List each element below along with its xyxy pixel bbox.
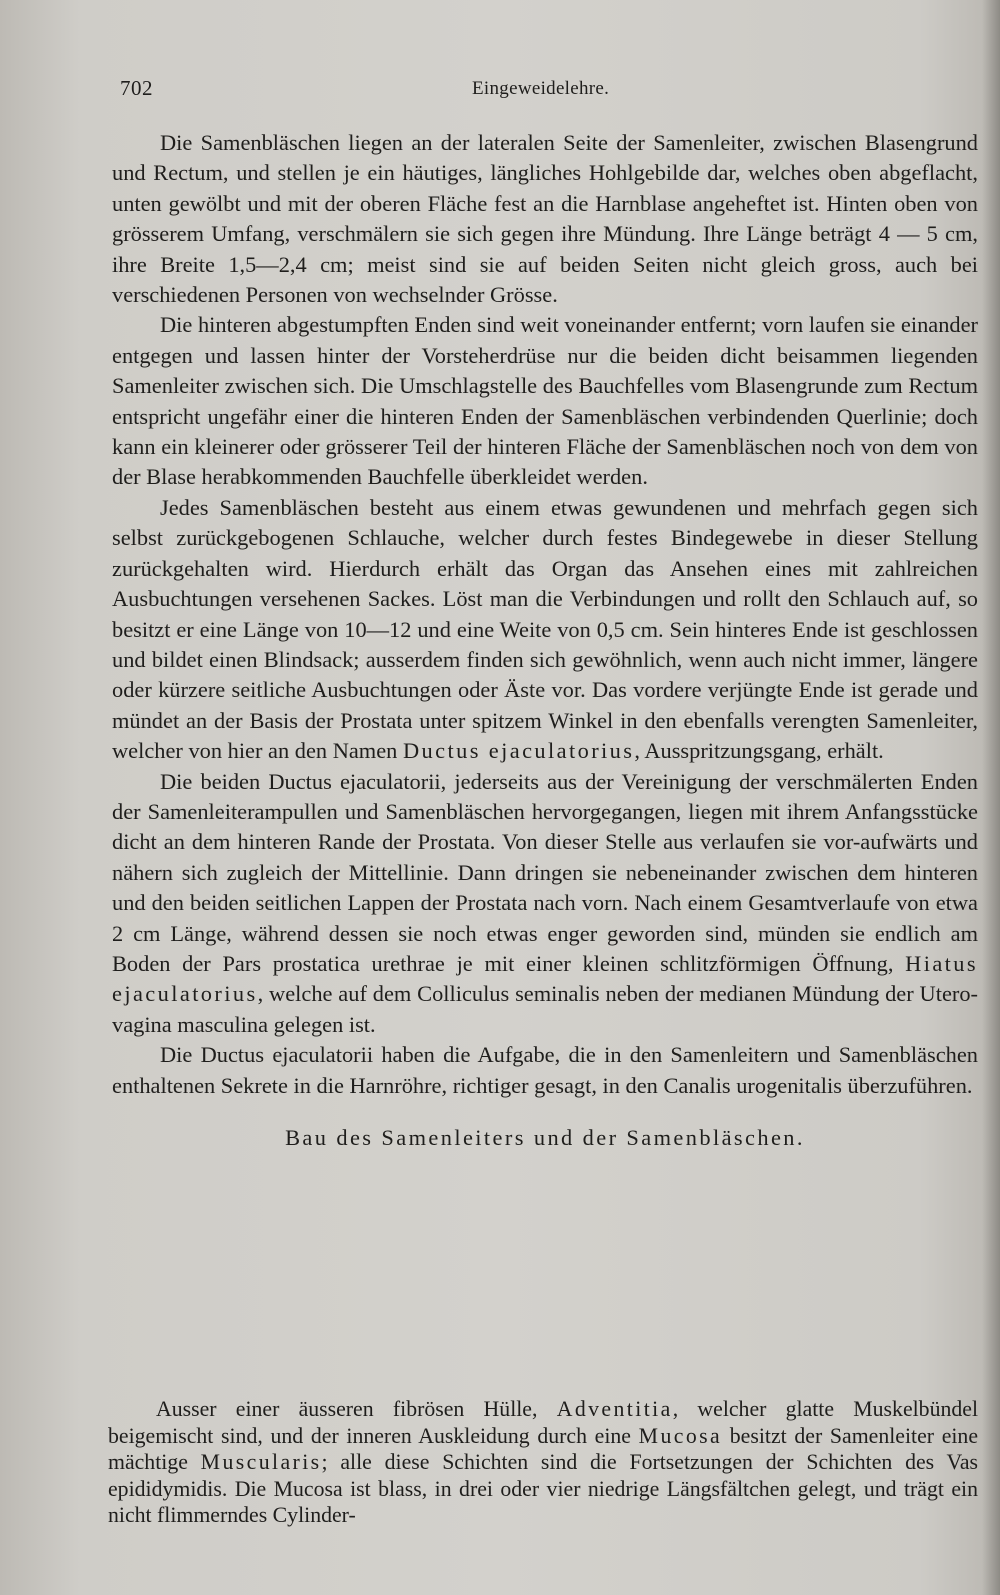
page-edge-shadow: [982, 0, 1000, 1595]
paragraph-wall-layers: [108, 1396, 978, 1529]
text-segment: Ausser einer äusseren fibrösen Hülle,: [156, 1397, 557, 1421]
page-number: 702: [120, 76, 153, 100]
text-segment: besitzt der Samenleiter eine mächtige: [108, 1423, 978, 1474]
paragraph-seminal-vesicles-position: [112, 128, 978, 310]
text-segment: , welcher glatte Muskelbündel beigemischt sind, und der inneren Auskleidung durch eine: [108, 1397, 978, 1448]
term-ductus-ejaculatorius: Ductus ejaculatorius: [402, 738, 635, 764]
paragraph-ductus-ejaculatorii: [112, 767, 978, 1041]
running-title: Eingeweidelehre.: [472, 78, 610, 99]
term-hiatus-ejaculatorius: Hiatus ejaculatorius: [112, 950, 978, 1007]
body-text: [112, 128, 978, 1153]
text-segment: Die Ductus ejaculatorii haben die Aufgabe, die in den Samenleitern und Samenbläschen enthaltenen Sekrete in die Harnröhre, richtiger gesagt, in den Canalis urogenitalis überzuführen.: [112, 1042, 978, 1098]
text-segment: Die beiden Ductus ejaculatorii, jederseits aus der Vereinigung der verschmälerten Enden der Samenleiterampullen und Samenbläschen hervorgegangen, liegen mit ihrem Anfangsstücke dicht an dem hinteren Rande der Prostata. Von dieser Stelle aus verlaufen sie vor-aufwärts und nähern sich zugleich der Mittellinie. Dann dringen sie nebeneinander zwischen dem hinteren und den beiden seitlichen Lappen der Prostata nach vorn. Nach einem Gesamtverlaufe von etwa 2 cm Länge, während dessen sie noch etwas enger geworden sind, münden sie endlich am Boden der Pars prostatica urethrae je mit einer kleinen schlitzförmigen Öffnung,: [112, 768, 978, 976]
text-segment: Die hinteren abgestumpften Enden sind weit voneinander entfernt; vorn laufen sie einander entgegen und lassen hinter der Vorsteherdrüse nur die beiden dicht beisammen liegenden Samenleiter zwischen sich. Die Umschlagstelle des Bauchfelles vom Blasengrunde zum Rectum entspricht ungefähr einer die hinteren Enden der Samenbläschen verbindenden Querlinie; doch kann ein kleinerer oder grösserer Teil der hinteren Fläche der Samenbläschen noch von dem von der Blase herabkommenden Bauchfelle überkleidet werden.: [112, 312, 978, 490]
paragraph-structure: [112, 493, 978, 767]
text-segment: Jedes Samenbläschen besteht aus einem etwas gewundenen und mehrfach gegen sich selbst zurückgebogenen Schlauche, welcher durch festes Bindegewebe in dieser Stellung zurückgehalten wird. Hierdurch erhält das Organ das Ansehen eines mit zahlreichen Ausbuchtungen versehenen Sackes. Löst man die Verbindungen und rollt den Schlauch auf, so besitzt er eine Länge von 10—12 und eine Weite von 0,5 cm. Sein hinteres Ende ist geschlossen und bildet einen Blindsack; ausserdem finden sich gewöhnlich, wenn auch nicht immer, längere oder kürzere seitliche Ausbuchtungen oder Äste vor. Das vordere verjüngte Ende ist gerade und mündet an der Basis der Prostata unter spitzem Winkel in den ebenfalls verengten Samenleiter, welcher von hier an den Namen: [112, 494, 978, 764]
text-segment: ; alle diese Schichten sind die Fortsetzungen der Schichten des Vas epididymidis. Die Mucosa ist blass, in drei oder vier niedrige Längsfältchen gelegt, und trägt ein nicht flimmerndes Cylinder-: [108, 1450, 978, 1527]
lower-body-text: [108, 1396, 978, 1529]
text-segment: , Ausspritzungsgang, erhält.: [634, 738, 884, 764]
text-segment: Die Samenbläschen liegen an der lateralen Seite der Samenleiter, zwischen Blasengrund und Rectum, und stellen je ein häutiges, längliches Hohlgebilde dar, welches oben abgeflacht, unten gewölbt und mit der oberen Fläche fest an die Harnblase angeheftet ist. Hinten oben von grösserem Umfang, verschmälern sie sich gegen ihre Mündung. Ihre Länge beträgt 4 — 5 cm, ihre Breite 1,5—2,4 cm; meist sind sie auf beiden Seiten nicht gleich gross, auch bei verschiedenen Personen von wechselnder Grösse.: [112, 130, 978, 308]
term-muscularis: Muscularis: [200, 1450, 322, 1474]
section-heading: Bau des Samenleiters und der Samenbläschen.: [285, 1125, 805, 1150]
term-mucosa: Mucosa: [638, 1423, 723, 1448]
term-adventitia: Adventitia: [556, 1397, 673, 1421]
paragraph-function: [112, 1040, 978, 1101]
page-header: [120, 76, 980, 106]
paragraph-posterior-ends: [112, 310, 978, 492]
text-segment: , welche auf dem Colliculus seminalis neben der medianen Mündung der Utero-vagina masculina gelegen ist.: [112, 981, 978, 1037]
